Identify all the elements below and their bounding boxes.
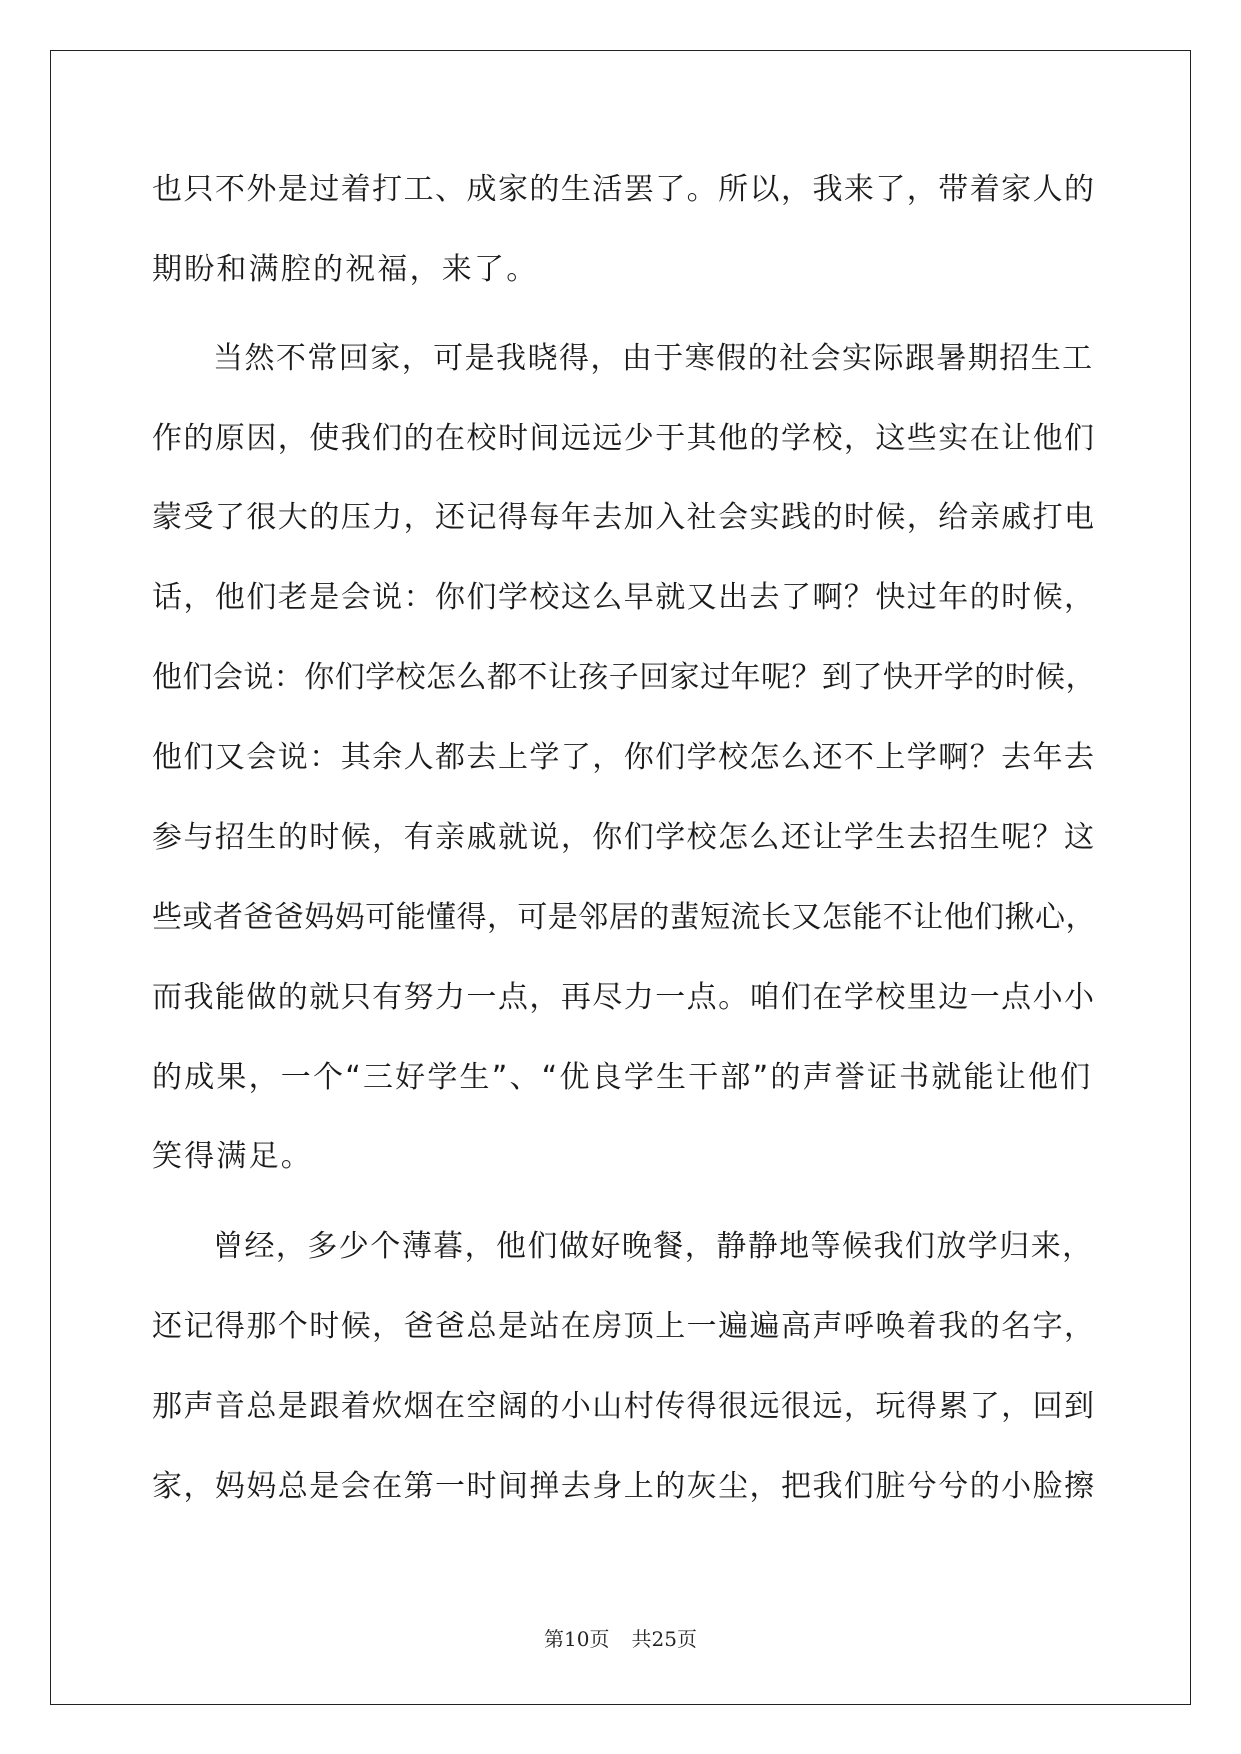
text-line: 蒙受了很大的压力，还记得每年去加入社会实践的时候，给亲戚打电 [152,500,1096,535]
text-line: 他们会说：你们学校怎么都不让孩子回家过年呢？到了快开学的时候， [152,660,1096,695]
text-line: 而我能做的就只有努力一点，再尽力一点。咱们在学校里边一点小小 [152,980,1096,1015]
text-line: 参与招生的时候，有亲戚就说，你们学校怎么还让学生去招生呢？这 [152,820,1096,855]
page-frame [50,50,1191,1705]
text-line: 作的原因，使我们的在校时间远远少于其他的学校，这些实在让他们 [152,421,1096,456]
page-number: 第10页 [544,1627,610,1651]
text-line: 还记得那个时候，爸爸总是站在房顶上一遍遍高声呼唤着我的名字， [152,1309,1096,1344]
text-line: 当然不常回家，可是我晓得，由于寒假的社会实际跟暑期招生工 [213,341,1094,376]
text-line: 家，妈妈总是会在第一时间掸去身上的灰尘，把我们脏兮兮的小脸擦 [152,1469,1096,1504]
text-line: 话，他们老是会说：你们学校这么早就又出去了啊？快过年的时候， [152,580,1096,615]
page-footer [0,1627,1241,1651]
text-line: 也只不外是过着打工、成家的生活罢了。所以，我来了，带着家人的 [152,172,1096,207]
page-total: 共25页 [631,1627,697,1651]
text-line: 笑得满足。 [152,1139,313,1174]
text-line: 那声音总是跟着炊烟在空阔的小山村传得很远很远，玩得累了，回到 [152,1389,1096,1424]
text-line: 些或者爸爸妈妈可能懂得，可是邻居的蜚短流长又怎能不让他们揪心， [152,900,1096,935]
text-line: 曾经，多少个薄暮，他们做好晚餐，静静地等候我们放学归来， [213,1229,1094,1264]
text-line: 期盼和满腔的祝福，来了。 [152,252,539,287]
text-line: 他们又会说：其余人都去上学了，你们学校怎么还不上学啊？去年去 [152,740,1096,775]
text-line: 的成果，一个“三好学生”、“优良学生干部”的声誉证书就能让他们 [152,1060,1093,1095]
